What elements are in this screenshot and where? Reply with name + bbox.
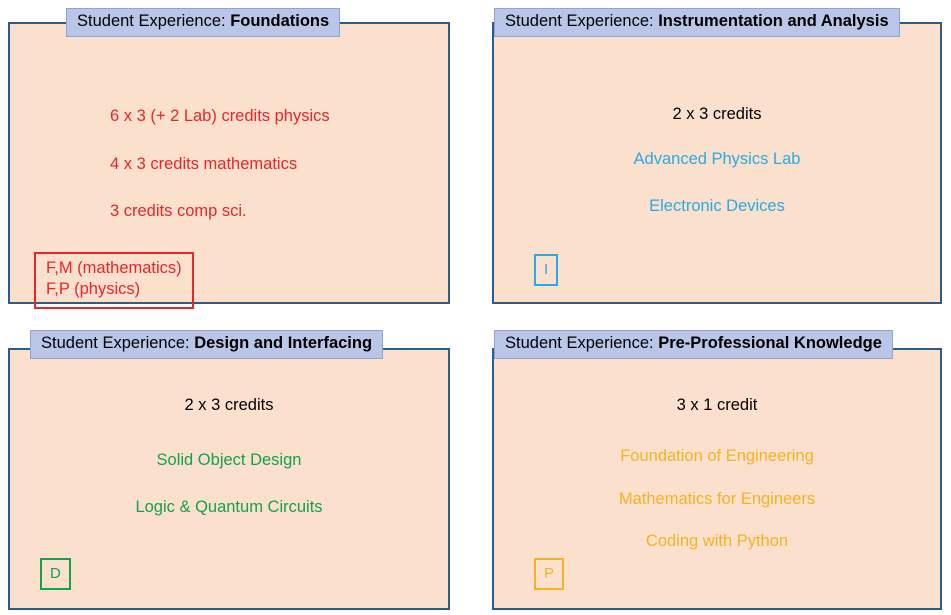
preprofessional-tag: P [534, 558, 564, 590]
panel-preprofessional [492, 348, 942, 610]
instrumentation-course-1: Advanced Physics Lab [633, 150, 801, 168]
design-courses [10, 450, 448, 543]
instrumentation-credits: 2 x 3 credits [672, 105, 762, 123]
design-credits: 2 x 3 credits [184, 396, 274, 414]
foundations-lines [110, 106, 330, 249]
panel-instrumentation [492, 22, 942, 304]
design-course-1: Solid Object Design [156, 451, 302, 469]
preprofessional-course-1: Foundation of Engineering [620, 447, 814, 465]
instrumentation-course-2: Electronic Devices [649, 196, 785, 215]
preprofessional-credits: 3 x 1 credit [676, 396, 758, 414]
preprofessional-course-3: Coding with Python [645, 532, 789, 551]
foundations-box-line-2: F,P (physics) [46, 280, 141, 299]
design-course-2: Logic & Quantum Circuits [135, 497, 323, 516]
foundations-line-1: 6 x 3 (+ 2 Lab) credits physics [110, 107, 330, 125]
title-bold-foundations: Foundations [230, 12, 330, 30]
preprofessional-course-2: Mathematics for Engineers [618, 489, 816, 508]
panel-design [8, 348, 450, 610]
instrumentation-courses [494, 149, 940, 242]
panel-title-foundations [66, 8, 340, 37]
title-bold-design: Design and Interfacing [194, 334, 373, 352]
foundations-callout-box [34, 252, 194, 309]
foundations-line-3: 3 credits comp sci. [110, 202, 247, 221]
foundations-line-2: 4 x 3 credits mathematics [110, 154, 298, 173]
preprofessional-courses [494, 446, 940, 574]
title-prefix-design: Student Experience: [41, 334, 195, 352]
panel-title-instrumentation [494, 8, 900, 37]
instrumentation-tag: I [534, 254, 558, 286]
title-prefix-foundations: Student Experience: [77, 12, 231, 30]
panel-title-preprofessional [494, 330, 893, 359]
design-tag: D [40, 558, 71, 590]
panel-title-design [30, 330, 383, 359]
title-bold-instrumentation: Instrumentation and Analysis [658, 12, 889, 30]
panel-foundations [8, 22, 450, 304]
title-bold-preprofessional: Pre-Professional Knowledge [658, 334, 882, 352]
title-prefix-preprofessional: Student Experience: [505, 334, 659, 352]
foundations-box-line-1: F,M (mathematics) [46, 259, 182, 277]
title-prefix-instrumentation: Student Experience: [505, 12, 659, 30]
